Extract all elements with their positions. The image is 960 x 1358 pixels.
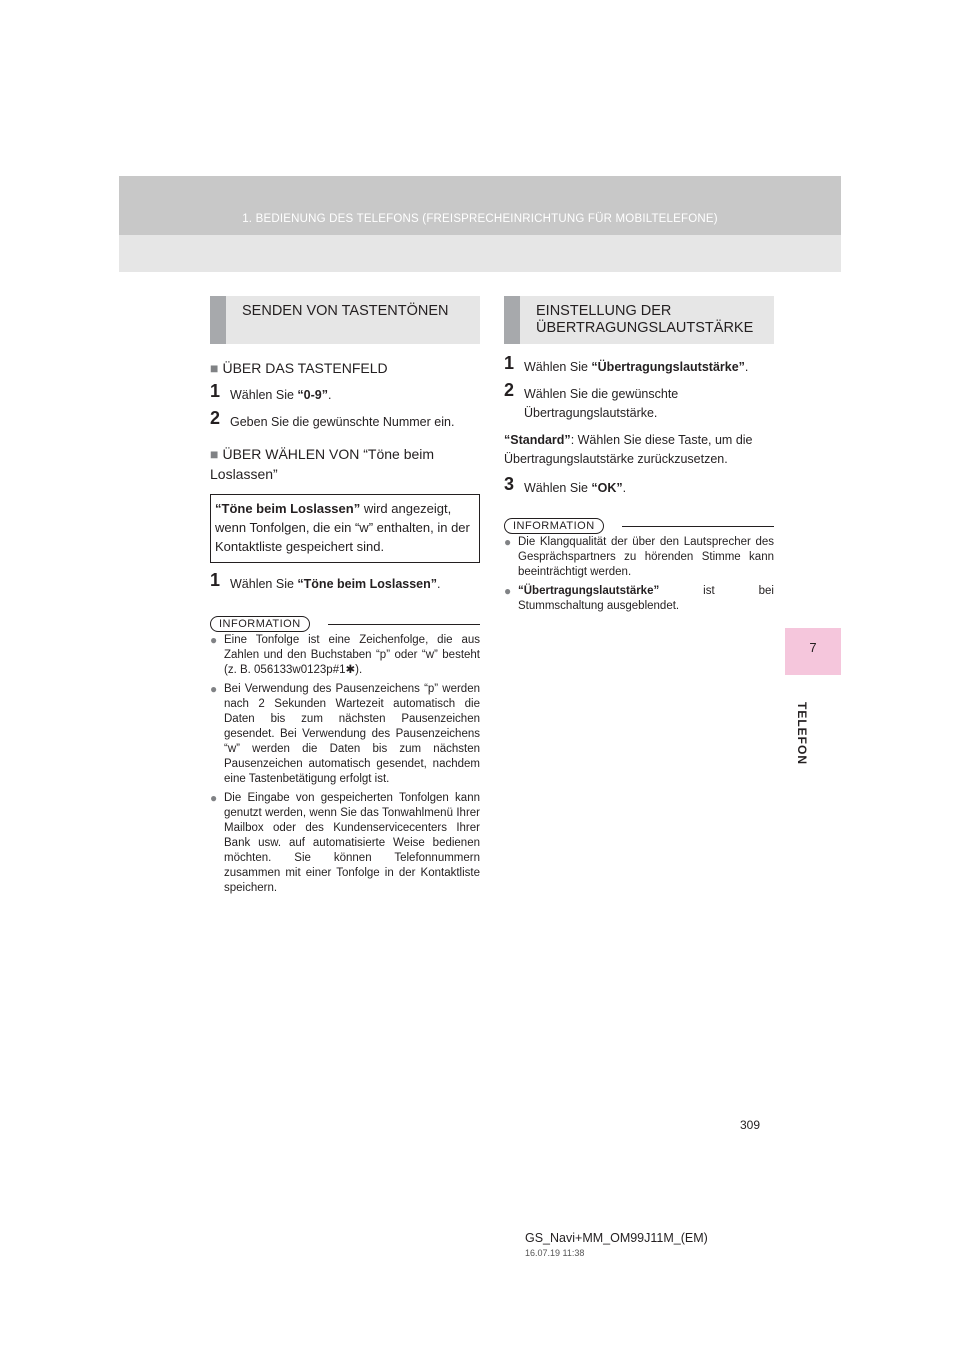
section-bar <box>210 296 226 344</box>
chapter-title: 1. BEDIENUNG DES TELEFONS (FREISPRECHEINRICHTUNG FÜR MOBILTELEFONE) <box>242 213 718 225</box>
information-item: ● Eine Tonfolge ist eine Zeichenfolge, die aus Zahlen und den Buchstaben “p” oder “w” besteht (z. B. 056133w0123p#1✱). <box>210 633 480 676</box>
section-title: SENDEN VON TASTENTÖNEN <box>242 303 449 319</box>
subheading-tastenfeld: ■ ÜBER DAS TASTENFELD <box>210 360 388 376</box>
bullet-icon: ● <box>504 584 512 598</box>
square-bullet-icon: ■ <box>210 446 219 462</box>
header-band-dark <box>119 176 841 235</box>
right-column <box>504 296 774 618</box>
information-item: ● “Übertragungslautstärke” ist bei Stummschaltung ausgeblendet. <box>504 584 774 612</box>
note-box: “Töne beim Loslassen” wird angezeigt, wenn Tonfolgen, die ein “w” enthalten, in der Kontaktliste gespeichert sind. <box>210 494 480 563</box>
square-bullet-icon: ■ <box>210 360 219 376</box>
information-rule <box>622 526 774 527</box>
information-item: ● Die Eingabe von gespeicherten Tonfolgen kann genutzt werden, wenn Sie das Tonwahlmenü Ihrer Mailbox oder des Kundenservicecenters Ihrer Bank usw. auf automatisierte Weise bedienen möchten. Sie können Telefonnummern zusammen mit einer Tonfolge in der Kontaktliste speichern. <box>210 791 480 894</box>
print-date: 16.07.19 11:38 <box>525 1248 585 1258</box>
step-2: 2 Geben Sie die gewünschte Nummer ein. <box>210 408 455 429</box>
information-block <box>210 614 480 896</box>
information-item: ● Die Klangqualität der über den Lautsprecher des Gesprächspartners zu hörenden Stimme kann beeinträchtigt werden. <box>504 535 774 578</box>
chapter-tab <box>785 628 841 675</box>
section-title: EINSTELLUNG DER ÜBERTRAGUNGSLAUTSTÄRKE <box>536 303 754 336</box>
section-header-lautstaerke <box>504 296 774 344</box>
information-rule <box>328 624 480 625</box>
information-list <box>210 633 480 896</box>
subheading-toene-beim-loslassen: ■ ÜBER WÄHLEN VON “Töne beim Loslassen” <box>210 446 435 482</box>
step-1: 1 Wählen Sie “Übertragungslautstärke”. <box>504 353 749 374</box>
left-column <box>210 296 480 900</box>
step-3: 3 Wählen Sie “OK”. <box>504 474 627 495</box>
bullet-icon: ● <box>210 682 218 696</box>
section-bar <box>504 296 520 344</box>
chapter-label: TELEFON <box>795 702 809 765</box>
information-block <box>504 516 774 614</box>
step-1b: 1 Wählen Sie “Töne beim Loslassen”. <box>210 570 441 591</box>
page-number: 309 <box>740 1118 761 1132</box>
header-band <box>119 176 841 272</box>
step-1: 1 Wählen Sie “0-9”. <box>210 381 332 402</box>
information-label: INFORMATION <box>504 518 604 534</box>
information-list <box>504 535 774 614</box>
information-label: INFORMATION <box>210 616 310 632</box>
information-item: ● Bei Verwendung des Pausenzeichens “p” werden nach 2 Sekunden Wartezeit automatisch die Daten bis zum nächsten Pausenzeichen gesendet. Bei Verwendung des Pausenzeichens “w” werden die Daten bis zum nächsten Pausenzeichen automatisch gesendet, nachdem eine Tastenbetätigung erfolgt ist. <box>210 682 480 785</box>
bullet-icon: ● <box>504 535 512 549</box>
document-code: GS_Navi+MM_OM99J11M_(EM) <box>525 1231 708 1245</box>
section-header-tastentoene <box>210 296 480 344</box>
chapter-number: 7 <box>809 640 817 655</box>
step-2: 2 Wählen Sie die gewünschte Übertragungslautstärke. <box>504 380 679 420</box>
standard-note: “Standard”: Wählen Sie diese Taste, um die Übertragungslautstärke zurückzusetzen. <box>504 433 753 466</box>
bullet-icon: ● <box>210 791 218 805</box>
bullet-icon: ● <box>210 633 218 647</box>
